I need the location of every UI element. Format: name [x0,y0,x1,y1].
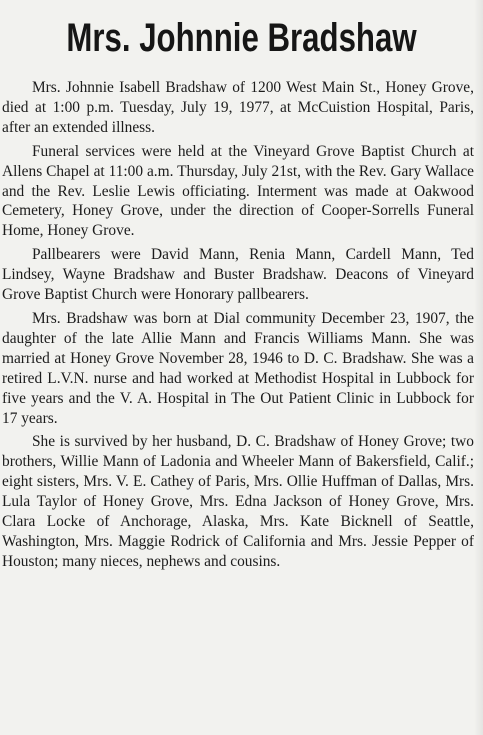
paragraph-biography: Mrs. Bradshaw was born at Dial community December 23, 1907, the daughter of the late Allie Mann and Francis Williams Mann. She was married at Honey Grove November 28, 1946 to D. C. Bradshaw. She was a retired L.V.N. nurse and had worked at Methodist Hospital in Lubbock for five years and the V. A. Hospital in The Out Patient Clinic in Lubbock for 17 years. [2,309,474,427]
paragraph-pallbearers: Pallbearers were David Mann, Renia Mann, Cardell Mann, Ted Lindsey, Wayne Bradshaw and Buster Bradshaw. Deacons of Vineyard Grove Baptist Church were Honorary pallbearers. [2,246,474,304]
paragraph-death-notice: Mrs. Johnnie Isabell Bradshaw of 1200 West Main St., Honey Grove, died at 1:00 p.m. Tuesday, July 19, 1977, at McCuistion Hospital, Paris, after an extended illness. [2,79,474,136]
page-edge-shadow [474,0,483,735]
obituary-body [2,78,474,576]
paragraph-funeral-services: Funeral services were held at the Vineyard Grove Baptist Church at Allens Chapel at 11:00 a.m. Thursday, July 21st, with the Rev. Gary Wallace and the Rev. Leslie Lewis officiating. Interment was made at Oakwood Cemetery, Honey Grove, under the direction of Cooper-Sorrells Funeral Home, Honey Grove. [2,142,474,240]
obituary-title: Mrs. Johnnie Bradshaw [66,16,417,60]
paragraph-survivors: She is survived by her husband, D. C. Bradshaw of Honey Grove; two brothers, Willie Mann of Ladonia and Wheeler Mann of Bakersfield, Calif.; eight sisters, Mrs. V. E. Cathey of Paris, Mrs. Ollie Huffman of Dallas, Mrs. Lula Taylor of Honey Grove, Mrs. Edna Jackson of Honey Grove, Mrs. Clara Locke of Anchorage, Alaska, Mrs. Kate Bicknell of Seattle, Washington, Mrs. Maggie Rodrick of California and Mrs. Jessie Pepper of Houston; many nieces, nephews and cousins. [2,433,474,570]
